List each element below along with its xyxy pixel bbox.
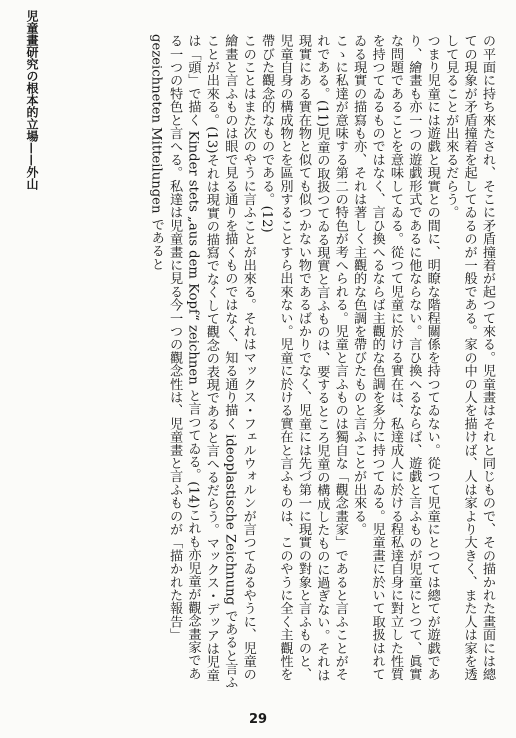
paragraph: の平面に持ち來たされ、そこに矛盾撞着が起つて來る。児童畫はそれと同じもので、その描かれた畫面には總ての現象が矛盾撞着を起してゐるのが一般である。家の中の人を描けば、人は家より大きく、また人は家を透して見ることが出來るだらう。 — [443, 34, 495, 681]
running-header: 児童畫研究の根本的立場——外山 — [25, 10, 39, 190]
page-number: 29 — [248, 712, 268, 727]
paragraph: つまり児童には遊戯と現實との間に、明瞭な階程關係を持つてゐない。從つて児童にとつては總てが遊戯であり、繪畫も亦一つの遊戯形式であるに他ならない。言ひ換へるならば、遊戯と言ふものが児童にとつて、眞實な問題であることを意味してゐる。從つて児童に於ける實在は、私達成人に於ける程私達自身に對立した性質を持つてゐるものではなく、言ひ換へるならば主觀的な色調を多分に持つてゐる。児童畫に於いて取扱はれてゐる現實の描寫も亦、それは著しく主觀的な色調を帶びたものと言ふことが出來る。 — [351, 34, 440, 681]
body-text — [36, 34, 496, 690]
paragraph: このことはまた次のやうに言ふことが出來る。それはマックス・フェルウォルンが言つてゐるやうに、児童の繪畫と言ふものは眼で見る通りを描くものではなく、知る通り描く ideoplastische Zeichnung であると言ふことが出來る。(13)それは現實の描寫でなくして觀念の表現であると言へるだらう。マックス・デッアは児童は「頭」で描く Kinder stets „aus dem Kopf“ zeichnen と言つてゐる。(14)これも亦児童が觀念畫家である一つの特色と言へる。私達は児童畫に見る今一つの觀念性は、児童畫と言ふものが「描かれた報告」gezeichneten Mitteilungen であると — [148, 34, 256, 689]
paragraph: こゝに私達が意味する第二の特色が考へられる。児童と言ふものは獨自な「觀念畫家」であると言ふことがそれである。(11)児童の取扱つてゐる現實と言ふものは、要するところ児童の構成したものに過ぎない。それは現實にある實在物と似ても似つかない物であるばかりでなく、児童には先づ第一に現實の對象と言ふものと、児童自身の構成物とを區別することすら出來ない。児童に於ける實在と言ふものは、このやうに全く主觀性を帶びた觀念的なものである。(12) — [259, 34, 348, 682]
